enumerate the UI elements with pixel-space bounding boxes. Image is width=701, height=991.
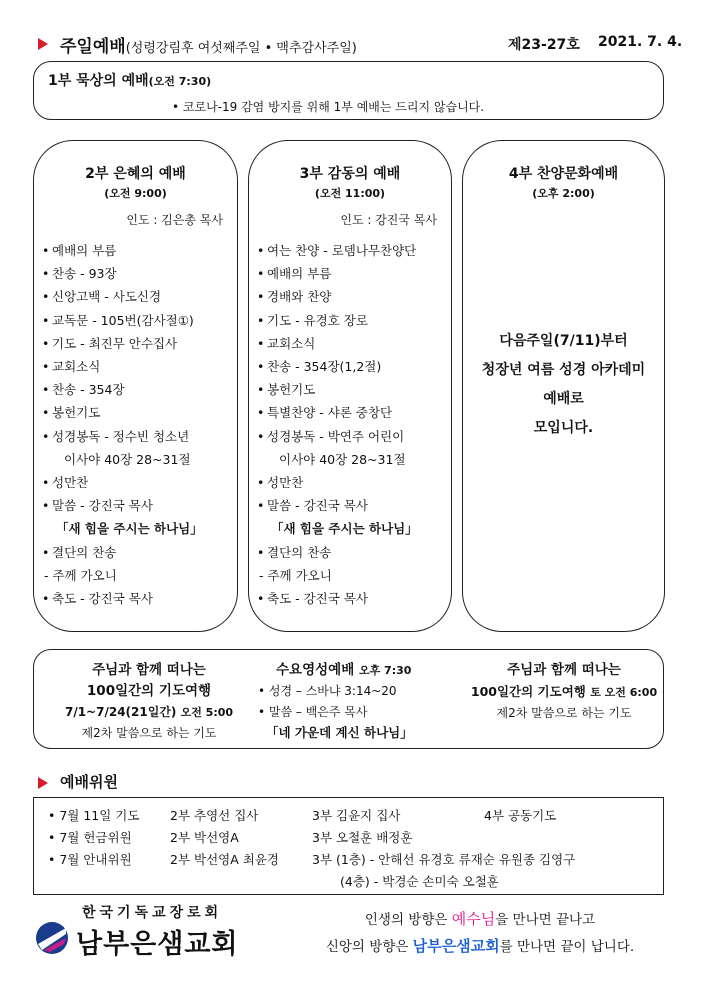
- sermon-title: 「새 힘을 주시는 하나님」: [271, 521, 418, 537]
- list-item: • 결단의 찬송: [257, 544, 332, 560]
- list-item: • 교독문 - 105번(감사절①): [42, 312, 194, 328]
- service-3-time: (오전 11:00): [314, 187, 386, 200]
- list-item: • 축도 - 강진국 목사: [42, 591, 153, 607]
- service-1-notice: • 코로나-19 감염 방지를 위해 1부 예배는 드리지 않습니다.: [172, 100, 485, 114]
- list-item: • 예배의 부름: [42, 243, 117, 258]
- church-motto: 인생의 방향은 예수님을 만나면 끝나고 신앙의 방향은 남부은샘교회를 만나면 끝이 납니다.: [325, 910, 635, 955]
- red-triangle-icon: [38, 777, 48, 789]
- service-1-title: 1부 묵상의 예배(오전 7:30): [48, 73, 212, 89]
- list-item: - 주께 가오니: [259, 567, 332, 583]
- list-item: • 교회소식: [257, 335, 316, 351]
- service-3-title: 3부 감동의 예배: [299, 166, 401, 182]
- service-2-title: 2부 은혜의 예배: [85, 166, 186, 182]
- motto-highlight: 남부은샘교회: [412, 937, 500, 955]
- list-item: • 봉헌기도: [257, 382, 316, 398]
- service-3-leader: 인도 : 강진국 목사: [340, 213, 437, 227]
- service-2-column: [33, 140, 238, 632]
- sermon-title: 「새 힘을 주시는 하나님」: [56, 521, 203, 537]
- service-4-notice: 다음주일(7/11)부터 청장년 여름 성경 아카데미 예배로 모입니다.: [481, 333, 646, 436]
- church-emblem-icon: [34, 920, 70, 956]
- wednesday-service: 수요영성예배 오후 7:30 • 성경 – 스바냐 3:14~20 • 말씀 – 백은주 목사 「네 가운데 계신 하나님」: [258, 662, 413, 740]
- list-item: • 기도 - 최진무 안수집사: [42, 335, 178, 351]
- list-item: • 기도 - 유경호 장로: [257, 312, 368, 328]
- list-item: 이사야 40장 28~31절: [279, 451, 406, 467]
- header-title: 주일예배(성령강림후 여섯째주일 • 맥추감사주일): [60, 37, 357, 57]
- list-item: • 찬송 - 93장: [42, 266, 117, 282]
- list-item: • 성경봉독 - 정수빈 청소년: [42, 428, 190, 444]
- red-triangle-icon: [38, 38, 48, 50]
- bulletin-date: 2021. 7. 4.: [598, 34, 683, 50]
- list-item: • 여는 찬양 - 로뎀나무찬양단: [257, 243, 417, 258]
- list-item: • 말씀 - 강진국 목사: [42, 498, 153, 514]
- list-item: • 결단의 찬송: [42, 544, 117, 560]
- list-item: • 성경봉독 - 박연주 어린이: [257, 428, 405, 444]
- list-item: • 성만찬: [42, 475, 89, 491]
- church-name: 남부은샘교회: [76, 929, 239, 960]
- bulletin-header: [38, 32, 683, 57]
- service-4-column: [462, 140, 665, 632]
- issue-number: 제23-27호: [508, 37, 580, 53]
- list-item: • 교회소식: [42, 359, 101, 375]
- service-3-column: [248, 140, 452, 632]
- list-item: 이사야 40장 28~31절: [64, 451, 191, 467]
- prayer-journey-weekday: 주님과 함께 떠나는 100일간의 기도여행 7/1~7/24(21일간) 오전 5:00 제2차 말씀으로 하는 기도: [64, 662, 234, 740]
- service-2-time: (오전 9:00): [104, 187, 167, 200]
- denomination-name: 한국기독교장로회: [82, 905, 223, 921]
- list-item: • 축도 - 강진국 목사: [257, 591, 368, 607]
- list-item: • 말씀 - 강진국 목사: [257, 498, 368, 514]
- service-3-order: [257, 239, 449, 610]
- prayer-journey-saturday: 주님과 함께 떠나는 100일간의 기도여행 토 오전 6:00 제2차 말씀으로 하는 기도: [470, 662, 658, 720]
- service-1-box: [33, 61, 664, 120]
- header-subtitle: (성령강림후 여섯째주일 • 맥추감사주일): [125, 41, 357, 56]
- list-item: • 신앙고백 - 사도신경: [42, 289, 162, 305]
- list-item: • 찬송 - 354장: [42, 382, 125, 398]
- list-item: • 성만찬: [257, 475, 304, 491]
- church-logo: [34, 898, 284, 968]
- list-item: - 주께 가오니: [44, 567, 117, 583]
- service-2-leader: 인도 : 김은총 목사: [126, 213, 223, 227]
- service-4-time: (오후 2:00): [532, 187, 595, 200]
- service-2-order: [42, 239, 234, 610]
- motto-highlight: 예수님: [451, 910, 496, 928]
- list-item: • 예배의 부름: [257, 266, 332, 282]
- list-item: • 찬송 - 354장(1,2절): [257, 359, 382, 375]
- list-item: • 경배와 찬양: [257, 289, 332, 305]
- list-item: • 특별찬양 - 샤론 중창단: [257, 405, 393, 421]
- service-4-title: 4부 찬양문화예배: [508, 166, 619, 182]
- list-item: • 봉헌기도: [42, 405, 101, 421]
- committee-box: • 7월 11일 기도 2부 추영선 집사 3부 김윤지 집사 4부 공동기도 • 7월 헌금위원 2부 박선영A 3부 오철훈 배정훈 • 7월 안내위원 2부 박선영A 최윤경 3부 (1층) - 안해선 유경호 류재순 유원종 김영구 (4층) - 박경순 손미숙 오철훈: [33, 797, 664, 895]
- service-1-time: (오전 7:30): [148, 75, 212, 88]
- weekly-events-box: [33, 649, 664, 749]
